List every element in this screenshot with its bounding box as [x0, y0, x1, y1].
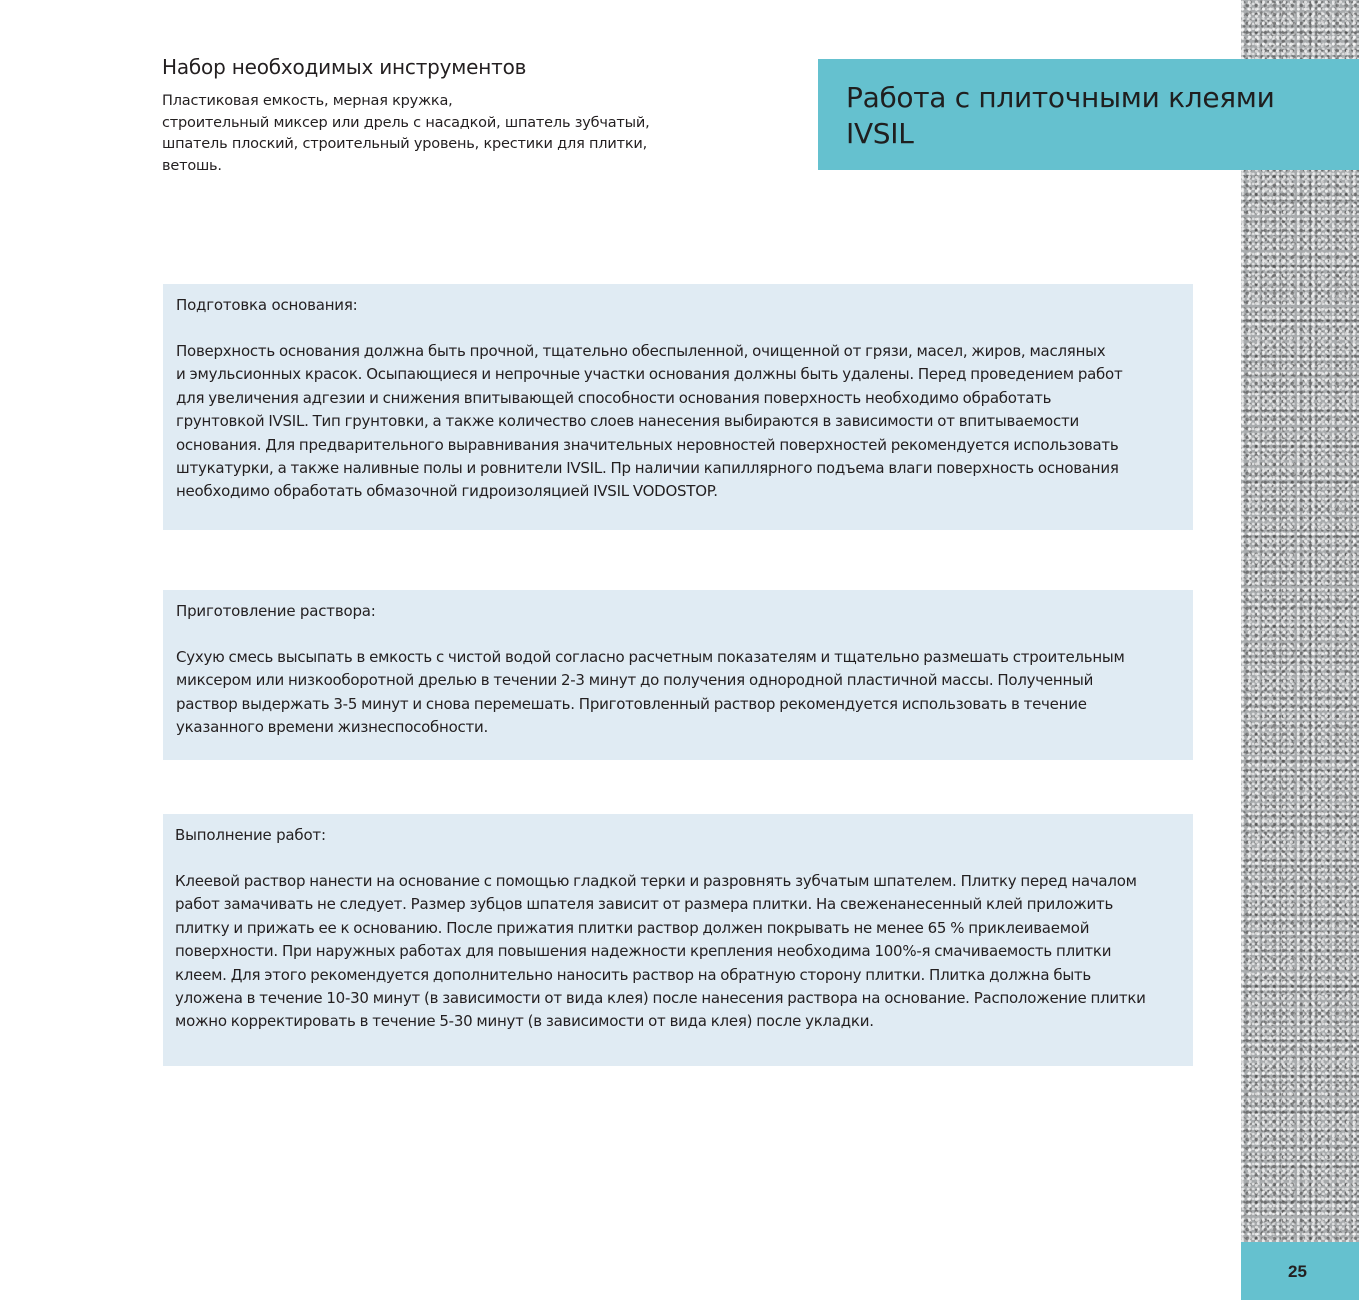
- section-body: Сухую смесь высыпать в емкость с чистой водой согласно расчетным показателям и тщательно размешать строительным миксером или низкооборотной дрелью в течении 2-3 минут до получения однородной пластичной массы. Полученный раствор выдержать 3-5 минут и снова перемешать. Приготовленный раствор рекомендуется использовать в течение указанного времени жизнеспособности.: [176, 648, 1125, 737]
- section-heading: Подготовка основания:: [176, 296, 358, 314]
- page-number: 25: [1288, 1262, 1307, 1281]
- section-body: Поверхность основания должна быть прочной, тщательно обеспыленной, очищенной от грязи, масел, жиров, масляных и эмульсионных красок. Осыпающиеся и непрочные участки основания должны быть удалены. Перед проведением работ для увеличения адгезии и снижения впитывающей способности основания поверхность необходимо обработать грунтовкой IVSIL. Тип грунтовки, а также количество слоев нанесения выбираются в зависимости от впитываемости основания. Для предварительного выравнивания значительных неровностей поверхностей рекомендуется использовать штукатурки, а также наливные полы и ровнители IVSIL. Пр наличии капиллярного подъема влаги поверхность основания необходимо обработать обмазочной гидроизоляцией IVSIL VODOSTOP.: [176, 342, 1123, 501]
- tools-heading: Набор необходимых инструментов: [162, 55, 527, 79]
- section-surface-preparation: [163, 284, 1193, 530]
- page-title: Работа с плиточными клеями IVSIL: [846, 81, 1275, 150]
- section-mortar-preparation: [163, 590, 1193, 760]
- section-heading: Приготовление раствора:: [176, 602, 376, 620]
- concrete-texture-strip: [1241, 0, 1359, 1242]
- section-heading: Выполнение работ:: [175, 826, 326, 844]
- section-work-execution: [163, 814, 1193, 1066]
- tools-text: Пластиковая емкость, мерная кружка, строительный миксер или дрель с насадкой, шпатель зубчатый, шпатель плоский, строительный уровень, крестики для плитки, ветошь.: [162, 93, 650, 174]
- section-body: Клеевой раствор нанести на основание с помощью гладкой терки и разровнять зубчатым шпателем. Плитку перед началом работ замачивать не следует. Размер зубцов шпателя зависит от размера плитки. На свеженанесенный клей приложить плитку и прижать ее к основанию. После прижатия плитки раствор должен покрывать не менее 65 % приклеиваемой поверхности. При наружных работах для повышения надежности крепления необходима 100%-я смачиваемость плитки клеем. Для этого рекомендуется дополнительно наносить раствор на обратную сторону плитки. Плитка должна быть уложена в течение 10-30 минут (в зависимости от вида клея) после нанесения раствора на основание. Расположение плитки можно корректировать в течение 5-30 минут (в зависимости от вида клея) после укладки.: [175, 872, 1146, 1031]
